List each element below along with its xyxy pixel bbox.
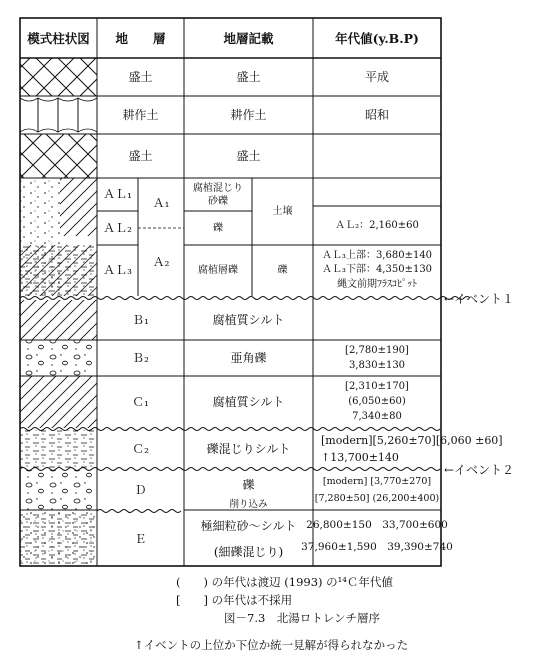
note-brackets: [ ] の年代は不採用 [176,593,293,607]
b1-age [313,300,441,340]
al3-peat: 縄文前期ﾌﾗｽｺﾋﾟｯﾄ [337,278,417,290]
b2-age-2: 3,830±130 [348,359,406,371]
c1-stratum: Ｃ₁ [132,394,149,409]
d-stratum: Ｄ [134,483,147,497]
c2-age-2: ↑13,700±140 [321,451,399,464]
al2-label: ＡＬ₂ [103,220,132,235]
al3-upper-age: ＡＬ₃上部：3,680±140 [321,249,433,261]
a2-label: Ａ₂ [152,254,170,269]
header-age: 年代値(y.B.P) [335,30,419,46]
figure-caption: 図－7.3 北湯ロトレンチ層序 [224,611,380,625]
b1-stratum: Ｂ₁ [132,312,149,327]
event-1-marker: ←イベント１ [444,292,515,306]
e-age-1: 26,800±150 33,700±600 [306,518,448,531]
b2-desc: 亜角礫 [230,350,267,365]
event-2-marker: ←イベント２ [444,463,515,477]
d-age-1: [modern] [3,770±270] [322,475,432,487]
b2-stratum: Ｂ₂ [132,350,149,365]
r3-desc: 盛土 [236,148,261,163]
r1-desc: 盛土 [236,69,261,84]
e-desc-2: (細礫混じり) [213,544,284,559]
al3-label: ＡＬ₃ [103,263,132,277]
header-stratum: 地 層 [115,30,166,46]
c1-age-2: (6,050±60) [348,395,406,407]
r3-age [313,134,441,178]
c1-age-3: 7,340±80 [352,410,402,422]
al2-age: ＡＬ₂：2,160±60 [335,220,419,231]
d-desc: 礫 [242,477,255,492]
c2-stratum: Ｃ₂ [132,442,149,456]
al-soil: 土壌 [272,206,293,217]
al1-label: ＡＬ₁ [103,187,132,201]
c1-desc: 腐植質シルト [212,394,285,409]
e-desc-1: 極細粒砂～シルト [200,518,297,533]
header-description: 地層記載 [223,30,274,46]
c1-age-1: [2,310±170] [345,380,409,392]
header-pattern-column: 模式柱状図 [27,30,90,46]
c2-age-1: [modern][5,260±70][6,060 ±60] [321,434,503,447]
al2-desc: 礫 [213,222,223,234]
r2-age: 昭和 [364,107,389,122]
r1-stratum: 盛土 [128,69,153,84]
c2-desc: 礫混じりシルト [206,442,291,456]
r3-stratum: 盛土 [128,148,153,163]
b2-age-1: [2,780±190] [345,344,409,356]
d-age-2: [7,280±50] (26,200±400) [314,492,440,504]
footnote: ↑イベントの上位か下位か統一見解が得られなかった [134,638,409,652]
e-age-2: 37,960±1,590 39,390±740 [301,540,453,553]
al3-desc: 腐植層礫 [198,265,238,276]
r1-age: 平成 [364,69,389,84]
al3-lower-age: ＡＬ₃下部：4,350±130 [321,263,433,275]
d-erosion: 削り込み [229,498,268,510]
e-stratum: Ｅ [134,531,147,546]
b1-desc: 腐植質シルト [212,312,285,327]
r2-stratum: 耕作土 [122,107,159,122]
al-gravel: 礫 [277,265,288,276]
r2-desc: 耕作土 [230,107,267,122]
al1-desc: 腐植混じり砂礫 [193,182,243,207]
a1-label: Ａ₁ [152,195,170,210]
note-parentheses: ( ) の年代は渡辺 (1993) の¹⁴Ｃ年代値 [176,575,393,589]
